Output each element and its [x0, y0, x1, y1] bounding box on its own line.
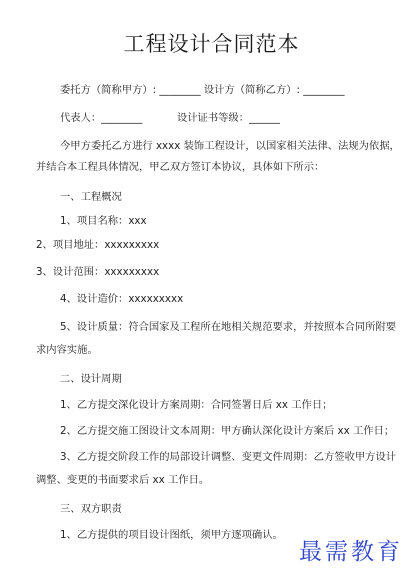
section-heading-overview: 一、工程概况 [60, 191, 122, 203]
period-item-design-adjustment-line-1: 3、乙方提交阶段工作的局部设计调整、变更文件周期：乙方签收甲方设计 [60, 451, 397, 463]
overview-item-project-address: 2、项目地址：xxxxxxxxx [36, 239, 160, 251]
client-designer-line: 委托方（简称甲方）: ________ 设计方（简称乙方）: ________ [60, 84, 345, 96]
period-item-design-adjustment-line-2: 调整、变更的书面要求后 xx 工作日。 [36, 474, 210, 486]
intro-paragraph-line-2: 并结合本工程具体情况，甲乙双方签订本协议，具体如下所示： [36, 161, 325, 173]
overview-item-design-quality-line-2: 求内容实施。 [36, 344, 98, 356]
watermark-logo: 最需教育 [299, 539, 403, 565]
section-heading-design-period: 二、设计周期 [60, 373, 122, 385]
period-item-construction-drawings: 2、乙方提交施工图设计文本周期：甲方确认深化设计方案后 xx 工作日； [60, 425, 395, 437]
representative-line [60, 111, 280, 125]
overview-item-project-name: 1、项目名称：xxx [60, 215, 147, 227]
overview-item-design-cost: 4、设计造价：xxxxxxxxx [60, 293, 184, 305]
responsibility-item-drawings: 1、乙方提供的项目设计图纸，须甲方逐项确认。 [60, 529, 283, 541]
section-heading-responsibilities: 三、双方职责 [60, 503, 122, 515]
overview-item-design-quality-line-1: 5、设计质量：符合国家及工程所在地相关规范要求，并按照本合同所附要 [60, 321, 397, 333]
period-item-deepened-design: 1、乙方提交深化设计方案周期：合同签署日后 xx 工作日； [60, 399, 333, 411]
overview-item-design-scope: 3、设计范围：xxxxxxxxx [36, 266, 160, 278]
intro-paragraph-line-1: 今甲方委托乙方进行 xxxx 装饰工程设计，以国家相关法律、法规为依据， [60, 140, 400, 152]
certificate-grade-label: 设计证书等级：______ [176, 112, 280, 124]
document-title: 工程设计合同范本 [123, 32, 300, 56]
representative-label: 代表人：________ [60, 112, 143, 124]
